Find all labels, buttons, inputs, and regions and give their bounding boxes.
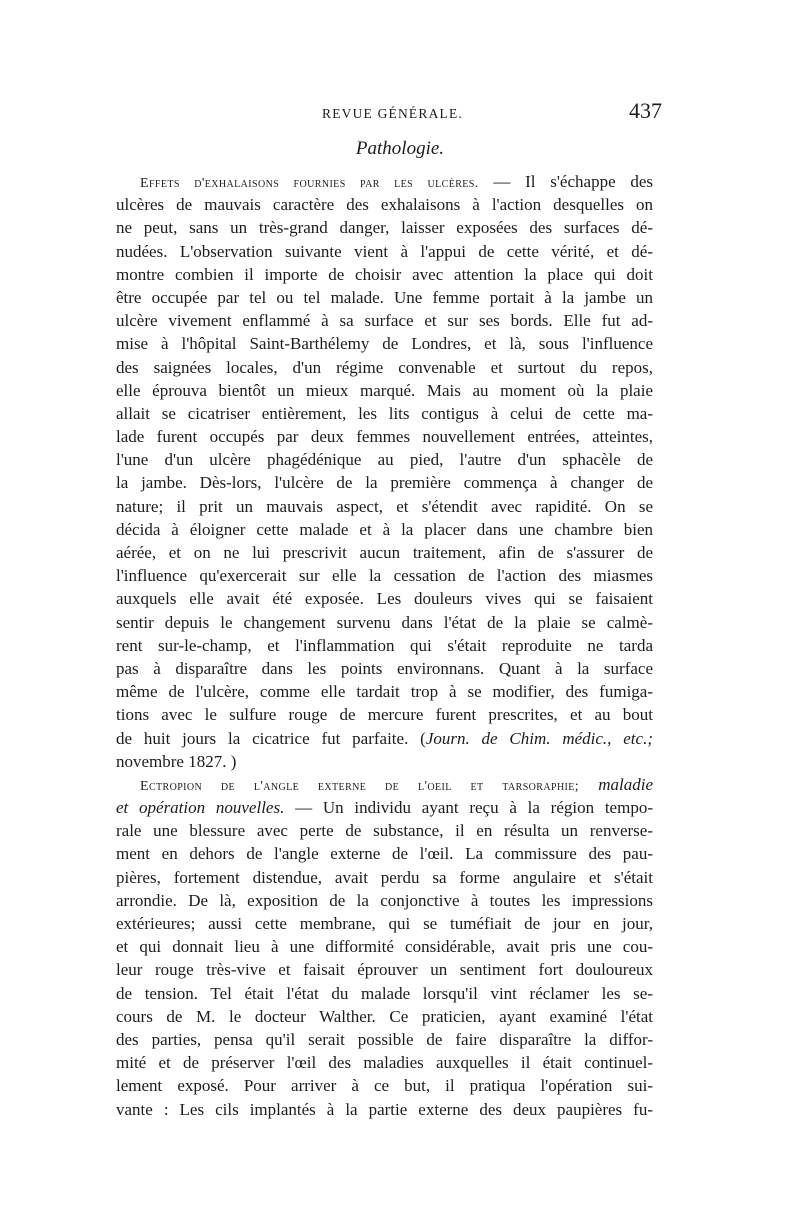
- article-line: et opération nouvelles. — Un individu ayant reçu à la région tempo-: [116, 798, 653, 818]
- article-line: l'influence qu'exercerait sur elle la cessation de l'action des miasmes: [116, 566, 653, 586]
- article-line: leur rouge très-vive et faisait éprouver un sentiment fort douloureux: [116, 960, 653, 980]
- article-line: rale une blessure avec perte de substance, il en résulta un renverse-: [116, 821, 653, 841]
- article-line: lade furent occupés par deux femmes nouvellement entrées, atteintes,: [116, 427, 653, 447]
- article-line: tions avec le sulfure rouge de mercure furent prescrites, et au bout: [116, 705, 653, 725]
- section-title: Pathologie.: [355, 138, 445, 159]
- article-line: et qui donnait lieu à une difformité considérable, avait pris une cou-: [116, 937, 653, 957]
- article-line: elle éprouva bientôt un mieux marqué. Mais au moment où la plaie: [116, 380, 653, 400]
- article-line: lement exposé. Pour arriver à ce but, il pratiqua l'opération sui-: [116, 1076, 653, 1096]
- body-text: [116, 170, 653, 1121]
- article-line: montre combien il importe de choisir avec attention la place qui doit: [116, 264, 653, 284]
- article-line: novembre 1827. ): [116, 751, 237, 771]
- article-line: des saignées locales, d'un régime convenable et surtout du repos,: [116, 357, 653, 377]
- article-line: nature; il prit un mauvais aspect, et s'étendit avec rapidité. On se: [116, 496, 653, 516]
- page-number: 437: [629, 98, 662, 123]
- article-line: ne peut, sans un très-grand danger, laisser exposées des surfaces dé-: [116, 218, 653, 238]
- article-line: de tension. Tel était l'état du malade lorsqu'il vint réclamer les se-: [116, 983, 653, 1003]
- article-line: être occupée par tel ou tel malade. Une femme portait à la jambe un: [116, 287, 653, 307]
- article-line: pières, fortement distendue, avait perdu sa forme angulaire et s'était: [116, 867, 653, 887]
- article-line: même de l'ulcère, comme elle tardait trop à se modifier, des fumiga-: [116, 682, 653, 702]
- article-line: mité et de préserver l'œil des maladies auxquelles il était continuel-: [116, 1053, 653, 1073]
- article-line: ment en dehors de l'angle externe de l'œil. La commissure des pau-: [116, 844, 653, 864]
- article-line: de huit jours la cicatrice fut parfaite. (Journ. de Chim. médic., etc.;: [116, 728, 653, 748]
- article-line: extérieures; aussi cette membrane, qui se tuméfiait de jour en jour,: [116, 914, 653, 933]
- article-line: allait se cicatriser entièrement, les lits contigus à celui de cette ma-: [116, 403, 653, 423]
- article-line: rent sur-le-champ, et l'inflammation qui s'était reproduite ne tarda: [116, 635, 653, 655]
- article-line: la jambe. Dès-lors, l'ulcère de la première commença à changer de: [116, 473, 653, 493]
- running-head: REVUE GÉNÉRALE.: [322, 106, 463, 121]
- article-line: ulcères de mauvais caractère des exhalaisons à l'action desquelles on: [116, 195, 653, 215]
- article-line: auxquels elle avait été exposée. Les douleurs vives qui se faisaient: [116, 589, 653, 609]
- article-line: Ectropion de l'angle externe de l'oeil et tarsoraphie; maladie: [140, 774, 653, 794]
- article-line: pas à disparaître dans les points environnans. Quant à la surface: [116, 658, 653, 678]
- article-line: Effets d'exhalaisons fournies par les ulcères. — Il s'échappe des: [140, 172, 653, 191]
- article-line: mise à l'hôpital Saint-Barthélemy de Londres, et là, sous l'influence: [116, 334, 653, 354]
- article-line: aérée, et on ne lui prescrivit aucun traitement, afin de s'assurer de: [116, 543, 653, 562]
- article-line: vante : Les cils implantés à la partie externe des deux paupières fu-: [116, 1099, 653, 1119]
- article-heading: Ectropion de l'angle externe de l'oeil et tarsoraphie;: [140, 778, 580, 794]
- article-line: arrondie. De là, exposition de la conjonctive à toutes les impressions: [116, 890, 653, 910]
- article-heading: Effets d'exhalaisons fournies par les ulcères.: [140, 176, 479, 191]
- article-line: cours de M. le docteur Walther. Ce praticien, ayant examiné l'état: [116, 1006, 653, 1026]
- article-line: nudées. L'observation suivante vient à l'appui de cette vérité, et dé-: [116, 241, 653, 261]
- article-line: l'une d'un ulcère phagédénique au pied, l'autre d'un sphacèle de: [116, 450, 653, 470]
- article-line: ulcère vivement enflammé à sa surface et sur ses bords. Elle fut ad-: [116, 311, 653, 331]
- article-line: sentir depuis le changement survenu dans l'état de la plaie se calmè-: [116, 612, 653, 632]
- article-line: des parties, pensa qu'il serait possible de faire disparaître la diffor-: [116, 1029, 653, 1049]
- citation: Journ. de Chim. médic., etc.;: [425, 728, 653, 748]
- page-header: [110, 98, 690, 130]
- article-line: décida à éloigner cette malade et à la placer dans une chambre bien: [116, 519, 653, 539]
